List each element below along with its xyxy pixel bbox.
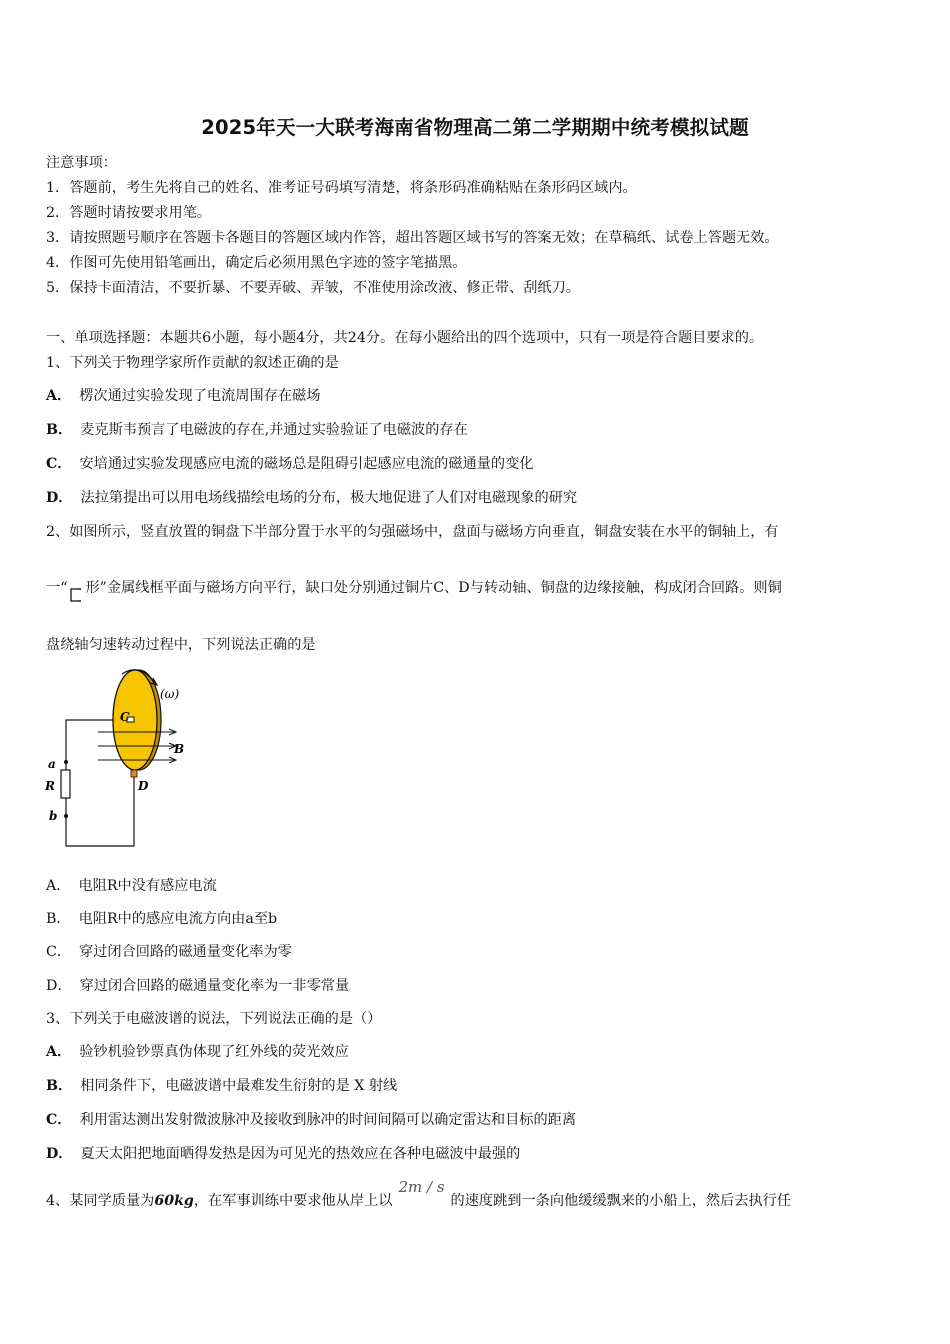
option-text: 利用雷达测出发射微波脉冲及接收到脉冲的时间间隔可以确定雷达和目标的距离	[79, 1112, 577, 1128]
option-text: 麦克斯韦预言了电磁波的存在,并通过实验验证了电磁波的存在	[80, 422, 468, 438]
q1-option-b	[46, 419, 468, 439]
notice-item-1: 1．答题前，考生先将自己的姓名、准考证号码填写清楚，将条形码准确粘贴在条形码区域内。	[46, 180, 637, 196]
copper-disk-figure	[40, 664, 200, 854]
notice-item-3: 3．请按照题号顺序在答题卡各题目的答题区域内作答，超出答题区域书写的答案无效；在草稿纸、试卷上答题无效。	[46, 230, 779, 246]
option-text: 电阻R中没有感应电流	[78, 878, 217, 894]
label-d: D	[138, 779, 149, 793]
option-label: C．	[46, 456, 72, 472]
option-text: 验钞机验钞票真伪体现了红外线的荧光效应	[79, 1044, 349, 1060]
notice-item-5: 5．保持卡面清洁，不要折暴、不要弄破、弄皱，不准使用涂改液、修正带、刮纸刀。	[46, 280, 580, 296]
question-2-stem-line3: 盘绕轴匀速转动过程中，下列说法正确的是	[46, 637, 316, 653]
q2-option-b	[46, 908, 277, 928]
stem-part: ，在军事训练中要求他从岸上以	[193, 1193, 393, 1209]
option-text: 安培通过实验发现感应电流的磁场总是阻碍引起感应电流的磁通量的变化	[79, 456, 534, 472]
page-title: 2025年天一大联考海南省物理高二第二学期期中统考模拟试题	[201, 116, 749, 139]
question-2-stem-line1: 2、如图所示，竖直放置的铜盘下半部分置于水平的匀强磁场中，盘面与磁场方向垂直，铜盘安装在水平的铜轴上，有	[46, 524, 779, 540]
option-label: A．	[46, 1044, 72, 1060]
option-text: 相同条件下，电磁波谱中最难发生衍射的是 X 射线	[80, 1078, 398, 1094]
question-4-stem	[46, 1178, 792, 1210]
option-label: C．	[46, 944, 72, 960]
option-label: B．	[46, 422, 73, 438]
label-c: C	[120, 710, 130, 724]
q2-option-d	[46, 975, 349, 995]
speed-value: 2m / s	[398, 1178, 445, 1196]
question-2-stem-line2	[46, 577, 782, 597]
notice-heading: 注意事项：	[46, 155, 117, 171]
notice-item-4: 4．作图可先使用铅笔画出，确定后必须用黑色字迹的签字笔描黑。	[46, 255, 467, 271]
option-text: 电阻R中的感应电流方向由a至b	[78, 911, 278, 927]
stem-part: 形”金属线框平面与磁场方向平行，缺口处分别通过铜片C、D与转动轴、铜盘的边缘接触，构成闭合回路。则铜	[85, 580, 782, 596]
option-label: B．	[46, 1078, 73, 1094]
q3-option-d	[46, 1143, 520, 1163]
option-text: 法拉第提出可以用电场线描绘电场的分布，极大地促进了人们对电磁现象的研究	[80, 490, 578, 506]
label-omega: (ω)	[160, 687, 180, 701]
q3-option-a	[46, 1041, 349, 1061]
stem-part: 4、某同学质量为	[46, 1193, 155, 1209]
option-label: C．	[46, 1112, 72, 1128]
option-text: 夏天太阳把地面晒得发热是因为可见光的热效应在各种电磁波中最强的	[80, 1146, 521, 1162]
label-b-point: b	[49, 809, 58, 823]
question-3-stem: 3、下列关于电磁波谱的说法，下列说法正确的是（）	[46, 1011, 382, 1027]
option-label: D．	[46, 978, 72, 994]
notice-item-2: 2．答题时请按要求用笔。	[46, 205, 212, 221]
label-b-field: B	[174, 742, 185, 756]
option-label: A．	[46, 878, 71, 894]
bracket-shape-icon	[69, 581, 83, 595]
section-heading: 一、单项选择题：本题共6小题，每小题4分，共24分。在每小题给出的四个选项中，只有一项是符合题目要求的。	[46, 330, 764, 346]
option-label: B．	[46, 911, 71, 927]
q1-option-a	[46, 385, 320, 405]
stem-part: 的速度跳到一条向他缓缓飘来的小船上，然后去执行任	[450, 1193, 792, 1209]
q2-option-a	[46, 875, 217, 895]
option-label: D．	[46, 1146, 73, 1162]
option-text: 穿过闭合回路的磁通量变化率为零	[79, 944, 292, 960]
q1-option-d	[46, 487, 577, 507]
q1-option-c	[46, 453, 534, 473]
q3-option-c	[46, 1109, 576, 1129]
label-a: a	[48, 757, 56, 771]
option-text: 穿过闭合回路的磁通量变化率为一非零常量	[79, 978, 350, 994]
stem-part: 一“	[46, 580, 68, 596]
q3-option-b	[46, 1075, 397, 1095]
option-label: D．	[46, 490, 73, 506]
label-r: R	[45, 779, 55, 793]
q2-option-c	[46, 941, 292, 961]
option-text: 楞次通过实验发现了电流周围存在磁场	[79, 388, 321, 404]
mass-value: 60kg	[154, 1193, 194, 1209]
option-label: A．	[46, 388, 72, 404]
question-1-stem: 1、下列关于物理学家所作贡献的叙述正确的是	[46, 355, 339, 371]
